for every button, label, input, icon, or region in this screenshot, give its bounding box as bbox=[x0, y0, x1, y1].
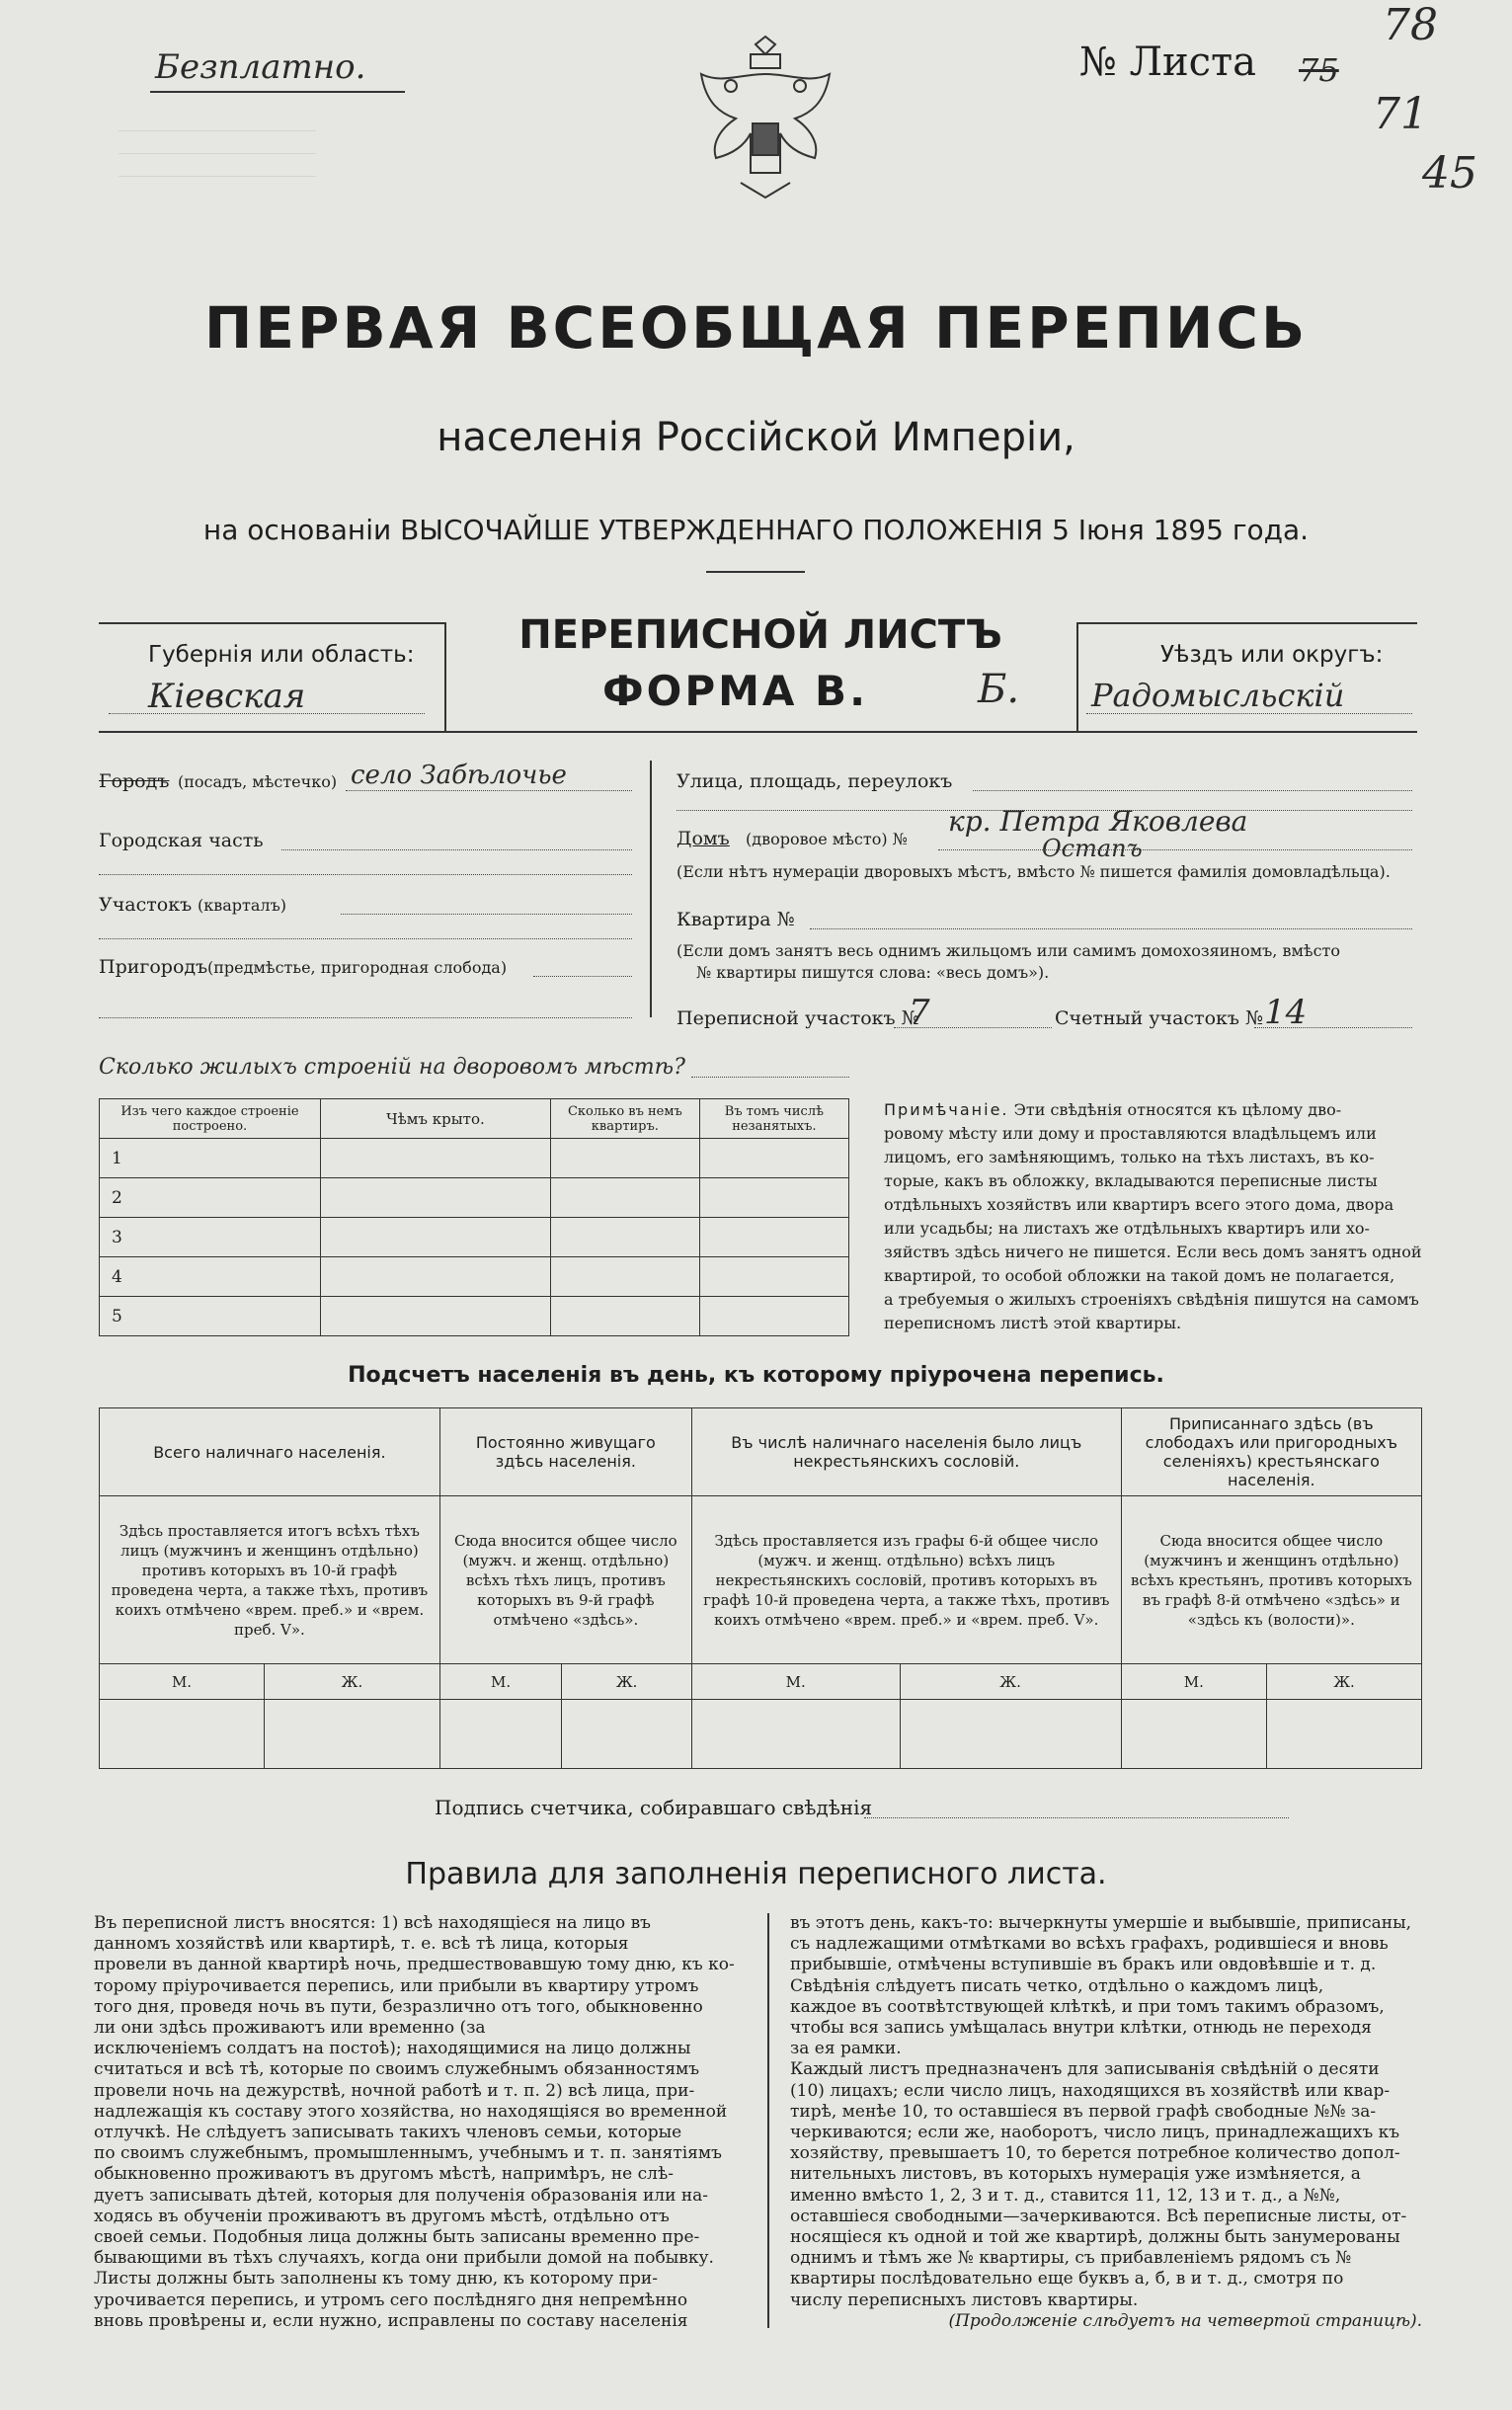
free-underline bbox=[150, 91, 405, 93]
rules-right-line: квартиры послѣдовательно еще буквъ а, б, в и т. д., смотря по bbox=[790, 2269, 1344, 2290]
rules-right-line: именно вмѣсто 1, 2, 3 и т. д., ставится 11, 12, 13 и т. д., а №№, bbox=[790, 2185, 1341, 2206]
title-main: ПЕРВАЯ ВСЕОБЩАЯ ПЕРЕПИСЬ bbox=[203, 294, 1309, 362]
uezd-field-line bbox=[1086, 713, 1412, 714]
buildings-cell[interactable] bbox=[320, 1297, 550, 1336]
sheet-no-hand-3: 45 bbox=[1422, 148, 1477, 199]
house-value-1[interactable]: кр. Петра Яковлева bbox=[948, 805, 1248, 838]
population-f-label: Ж. bbox=[562, 1664, 692, 1700]
apt-label: Квартира № bbox=[676, 909, 795, 930]
street-label: Улица, площадь, переулокъ bbox=[676, 770, 953, 792]
buildings-cell[interactable] bbox=[320, 1139, 550, 1178]
sheet-no-label: № Листа bbox=[1079, 40, 1256, 85]
suburb-label: Пригородъ bbox=[99, 956, 208, 978]
buildings-cell[interactable] bbox=[320, 1257, 550, 1297]
uezd-label: Уѣздъ или округъ: bbox=[1160, 642, 1384, 668]
district-line bbox=[281, 849, 632, 850]
population-f-label: Ж. bbox=[265, 1664, 440, 1700]
rules-right-line: чтобы вся запись умѣщалась внутри клѣтки, отнюдь не переходя bbox=[790, 2018, 1372, 2039]
buildings-cell[interactable] bbox=[699, 1297, 848, 1336]
gubernia-field-line bbox=[109, 713, 425, 714]
rules-right-column bbox=[790, 1913, 1422, 2332]
buildings-cell[interactable] bbox=[550, 1257, 699, 1297]
rules-left-line: провели ночь на дежурствѣ, ночной работѣ и т. п. 2) всѣ лица, при- bbox=[94, 2080, 695, 2101]
uezd-value[interactable]: Радомысльскій bbox=[1091, 677, 1345, 714]
rules-left-line: вновь провѣрены и, если нужно, исправлены по составу населенія bbox=[94, 2310, 688, 2331]
rules-left-line: урочивается перепись, и утромъ сего послѣдняго дня непремѣнно bbox=[94, 2290, 688, 2310]
population-cell[interactable] bbox=[439, 1700, 562, 1769]
district-line-2 bbox=[99, 874, 632, 875]
sheet-no-hand-2: 71 bbox=[1373, 89, 1428, 139]
coat-of-arms-icon bbox=[681, 35, 849, 212]
rules-right-line: оставшіеся свободными—зачеркиваются. Всѣ переписные листы, от- bbox=[790, 2206, 1407, 2226]
buildings-table bbox=[99, 1098, 849, 1336]
buildings-cell[interactable] bbox=[699, 1178, 848, 1218]
rules-right-line: каждое въ соотвѣтствующей клѣткѣ, и при томъ такимъ образомъ, bbox=[790, 1996, 1385, 2017]
form-head-bottom bbox=[99, 731, 1417, 733]
note-line: торые, какъ въ обложку, вкладываются переписные листы bbox=[884, 1171, 1378, 1190]
rules-right-line: Каждый листъ предназначенъ для записыванія свѣдѣній о десяти bbox=[790, 2059, 1380, 2080]
rules-continued: (Продолженіе слѣдуетъ на четвертой страницѣ). bbox=[948, 2310, 1422, 2331]
city-line bbox=[346, 790, 632, 791]
precinct-line-2 bbox=[99, 938, 632, 939]
rules-left-line: того дня, проведя ночь въ пути, безразлично отъ того, обыкновенно bbox=[94, 1996, 703, 2017]
population-m-label: М. bbox=[100, 1664, 265, 1700]
rules-right-line: черкиваются; если же, наоборотъ, число лицъ, принадлежащихъ къ bbox=[790, 2123, 1400, 2143]
buildings-cell[interactable] bbox=[550, 1178, 699, 1218]
rules-right-line: въ этотъ день, какъ-то: вычеркнуты умершіе и выбывшіе, приписаны, bbox=[790, 1913, 1412, 1933]
apt-note-1: (Если домъ занятъ весь однимъ жильцомъ или самимъ домохозяиномъ, вмѣсто bbox=[676, 941, 1341, 960]
suburb-line bbox=[533, 976, 632, 977]
precinct-sub: (кварталъ) bbox=[198, 896, 287, 915]
buildings-answer-line bbox=[691, 1077, 849, 1078]
street-line bbox=[973, 790, 1412, 791]
buildings-cell[interactable] bbox=[320, 1178, 550, 1218]
apt-line bbox=[810, 928, 1412, 929]
population-m-label: М. bbox=[1121, 1664, 1266, 1700]
note-line: а требуемыя о жилыхъ строеніяхъ свѣдѣнія пишутся на самомъ bbox=[884, 1290, 1419, 1309]
form-head-left-top bbox=[99, 622, 444, 624]
buildings-row-num: 4 bbox=[100, 1257, 321, 1297]
buildings-cell[interactable] bbox=[550, 1139, 699, 1178]
district-label: Городская часть bbox=[99, 830, 264, 851]
rules-right-line: прибывшіе, отмѣчены вступившіе въ бракъ или овдовѣвшіе и т. д. bbox=[790, 1955, 1377, 1975]
note-line: ровому мѣсту или дому и проставляются владѣльцемъ или bbox=[884, 1124, 1377, 1143]
city-sub: (посадъ, мѣстечко) bbox=[178, 772, 338, 791]
city-value[interactable]: село Забѣлочье bbox=[351, 761, 567, 790]
population-head-nonpeasant: Въ числѣ наличнаго населенія было лицъ некрестьянскихъ сословій. bbox=[691, 1408, 1121, 1496]
form-head-right-top bbox=[1076, 622, 1417, 624]
count-area-label: Счетный участокъ № bbox=[1055, 1007, 1263, 1029]
signature-label: Подпись счетчика, собиравшаго свѣдѣнія bbox=[435, 1796, 873, 1819]
bleed-through-block bbox=[119, 109, 316, 286]
rules-right-line: носящіеся къ одной и той же квартирѣ, должны быть занумерованы bbox=[790, 2227, 1400, 2248]
population-cell[interactable] bbox=[100, 1700, 265, 1769]
gubernia-label: Губернія или область: bbox=[148, 642, 415, 668]
house-label: Домъ bbox=[676, 828, 730, 849]
sheet-title: ПЕРЕПИСНОЙ ЛИСТЪ bbox=[518, 612, 1002, 658]
rules-left-line: ходясь въ обученіи проживаютъ въ другомъ мѣстѣ, отдѣльно отъ bbox=[94, 2206, 670, 2226]
population-cell[interactable] bbox=[1267, 1700, 1422, 1769]
buildings-row-num: 1 bbox=[100, 1139, 321, 1178]
rules-left-line: по своимъ служебнымъ, промышленнымъ, учебнымъ и т. п. занятіямъ bbox=[94, 2143, 722, 2164]
population-head-total: Всего наличнаго населенія. bbox=[100, 1408, 440, 1496]
buildings-row-num: 2 bbox=[100, 1178, 321, 1218]
gubernia-value[interactable]: Кіевская bbox=[148, 677, 306, 716]
signature-line[interactable] bbox=[864, 1817, 1289, 1818]
apt-note-2: № квартиры пишутся слова: «весь домъ»). bbox=[696, 963, 1050, 982]
count-area-value[interactable]: 14 bbox=[1264, 993, 1308, 1032]
rules-left-line: считаться и всѣ тѣ, которые по своимъ служебнымъ обязанностямъ bbox=[94, 2059, 700, 2080]
buildings-head-vacant: Въ томъ числѣ незанятыхъ. bbox=[699, 1099, 848, 1139]
rules-left-column bbox=[94, 1913, 736, 2332]
form-head-right-divider bbox=[1076, 622, 1078, 731]
buildings-cell[interactable] bbox=[699, 1139, 848, 1178]
rules-right-line: Свѣдѣнія слѣдуетъ писать четко, отдѣльно о каждомъ лицѣ, bbox=[790, 1975, 1324, 1996]
rules-right-line: однимъ и тѣмъ же № квартиры, съ прибавленіемъ рядомъ съ № bbox=[790, 2248, 1352, 2269]
form-hand-mark: Б. bbox=[978, 667, 1020, 712]
sheet-no-hand-1: 78 bbox=[1383, 0, 1438, 50]
population-m-label: М. bbox=[691, 1664, 900, 1700]
population-cell[interactable] bbox=[562, 1700, 692, 1769]
rules-left-line: надлежащія къ составу этого хозяйства, но находящіяся во временной bbox=[94, 2101, 728, 2122]
note-line: или усадьбы; на листахъ же отдѣльныхъ квартиръ или хо- bbox=[884, 1219, 1370, 1238]
buildings-head-apts: Сколько въ немъ квартиръ. bbox=[550, 1099, 699, 1139]
buildings-row-num: 3 bbox=[100, 1218, 321, 1257]
house-sub: (дворовое мѣсто) № bbox=[746, 830, 908, 848]
buildings-cell[interactable] bbox=[550, 1297, 699, 1336]
note-line: лицомъ, его замѣняющимъ, только на тѣхъ листахъ, въ ко- bbox=[884, 1148, 1375, 1166]
population-cell[interactable] bbox=[265, 1700, 440, 1769]
rules-right-line: (10) лицахъ; если число лицъ, находящихся въ хозяйствѣ или квар- bbox=[790, 2080, 1391, 2101]
note-line: Эти свѣдѣнія относятся къ цѣлому дво- bbox=[1013, 1100, 1342, 1119]
rules-left-line: провели въ данной квартирѣ ночь, предшествовавшую тому дню, къ ко- bbox=[94, 1955, 735, 1975]
note-block bbox=[884, 1098, 1427, 1335]
buildings-question: Сколько жилыхъ строеній на дворовомъ мѣстѣ? bbox=[99, 1055, 685, 1080]
title-divider bbox=[706, 571, 805, 573]
population-desc-nonpeasant: Здѣсь проставляется изъ графы 6-й общее число (мужч. и женщ. отдѣльно) всѣхъ лицъ некрестьянскихъ сословій, противъ которыхъ въ графѣ 10-й проведена черта, а также тѣхъ, противъ коихъ отмѣчено «врем. преб.» и «врем. преб. V». bbox=[691, 1496, 1121, 1664]
population-cell[interactable] bbox=[900, 1700, 1121, 1769]
note-line: квартирой, то особой обложки на такой домъ не полагается, bbox=[884, 1266, 1395, 1285]
rules-right-line: съ надлежащими отмѣтками во всѣхъ графахъ, родившіеся и вновь bbox=[790, 1934, 1389, 1955]
suburb-sub: (предмѣстье, пригородная слобода) bbox=[207, 958, 508, 977]
rules-left-line: данномъ хозяйствѣ или квартирѣ, т. е. всѣ тѣ лица, которыя bbox=[94, 1934, 629, 1955]
census-area-value[interactable]: 7 bbox=[909, 993, 930, 1032]
rules-left-line: исключеніемъ солдатъ на постоѣ); находящимися на лицо должны bbox=[94, 2039, 691, 2059]
population-f-label: Ж. bbox=[900, 1664, 1121, 1700]
census-area-line bbox=[894, 1027, 1052, 1028]
precinct-line bbox=[341, 914, 632, 915]
rules-left-line: торому пріурочивается перепись, или прибыли въ квартиру утромъ bbox=[94, 1975, 699, 1996]
form-label: ФОРМА В. bbox=[602, 667, 869, 715]
buildings-cell[interactable] bbox=[320, 1218, 550, 1257]
population-desc-total: Здѣсь проставляется итогъ всѣхъ тѣхъ лицъ (мужчинъ и женщинъ отдѣльно) противъ которыхъ въ 10-й графѣ проведена черта, а также тѣхъ, противъ коихъ отмѣчено «врем. преб.» и «врем. преб. V». bbox=[100, 1496, 440, 1664]
rules-right-line: тирѣ, менѣе 10, то оставшіеся въ первой графѣ свободные №№ за- bbox=[790, 2101, 1377, 2122]
population-title: Подсчетъ населенія въ день, къ которому пріурочена перепись. bbox=[348, 1363, 1164, 1388]
buildings-cell[interactable] bbox=[699, 1257, 848, 1297]
precinct-label: Участокъ bbox=[99, 894, 193, 916]
house-value-2[interactable]: Остапъ bbox=[1042, 835, 1143, 862]
free-label: Безплатно. bbox=[155, 47, 366, 87]
rules-right-line: числу переписныхъ листовъ квартиры. bbox=[790, 2290, 1139, 2310]
rules-left-line: обыкновенно проживаютъ въ другомъ мѣстѣ, напримѣръ, не слѣ- bbox=[94, 2164, 674, 2185]
population-head-permanent: Постоянно живущаго здѣсь населенія. bbox=[439, 1408, 691, 1496]
sheet-no-crossed: 75 bbox=[1299, 51, 1339, 89]
rules-left-line: своей семьи. Подобныя лица должны быть записаны временно пре- bbox=[94, 2227, 700, 2248]
population-cell[interactable] bbox=[1121, 1700, 1266, 1769]
buildings-head-roof: Чѣмъ крыто. bbox=[320, 1099, 550, 1139]
population-head-peasant: Приписаннаго здѣсь (въ слободахъ или пригородныхъ селеніяхъ) крестьянскаго населенія. bbox=[1121, 1408, 1421, 1496]
rules-right-line: хозяйству, превышаетъ 10, то берется потребное количество допол- bbox=[790, 2143, 1400, 2164]
population-cell[interactable] bbox=[691, 1700, 900, 1769]
note-line: отдѣльныхъ хозяйствъ или квартиръ всего этого дома, двора bbox=[884, 1195, 1394, 1214]
population-desc-permanent: Сюда вносится общее число (мужч. и женщ. отдѣльно) всѣхъ тѣхъ лицъ, противъ которыхъ въ 9-й графѣ отмѣчено «здѣсь». bbox=[439, 1496, 691, 1664]
note-title: Примѣчаніе. bbox=[884, 1100, 1009, 1119]
rules-left-line: отлучкѣ. Не слѣдуетъ записывать такихъ членовъ семьи, которые bbox=[94, 2123, 682, 2143]
address-divider bbox=[650, 761, 652, 1017]
house-line bbox=[938, 849, 1412, 850]
population-desc-peasant: Сюда вносится общее число (мужчинъ и женщинъ отдѣльно) всѣхъ крестьянъ, противъ которыхъ въ графѣ 8-й отмѣчено «здѣсь» и «здѣсь къ (волости)». bbox=[1121, 1496, 1421, 1664]
city-label: Городъ bbox=[99, 770, 170, 792]
population-table bbox=[99, 1407, 1422, 1769]
buildings-cell[interactable] bbox=[699, 1218, 848, 1257]
rules-right-line: нительныхъ листовъ, въ которыхъ нумерація уже измѣняется, а bbox=[790, 2164, 1361, 2185]
buildings-row-num: 5 bbox=[100, 1297, 321, 1336]
house-note: (Если нѣтъ нумераціи дворовыхъ мѣстъ, вмѣсто № пишется фамилія домовладѣльца). bbox=[676, 862, 1391, 881]
count-area-line bbox=[1254, 1027, 1412, 1028]
rules-left-line: Въ переписной листъ вносятся: 1) всѣ находящіеся на лицо въ bbox=[94, 1913, 651, 1933]
rules-left-line: ли они здѣсь проживаютъ или временно (за bbox=[94, 2018, 486, 2039]
rules-left-line: бывающими въ тѣхъ случаяхъ, когда они прибыли домой на побывку. bbox=[94, 2248, 714, 2269]
buildings-cell[interactable] bbox=[550, 1218, 699, 1257]
title-sub: населенія Россійской Имперіи, bbox=[437, 415, 1075, 460]
title-basis: на основаніи ВЫСОЧАЙШЕ УТВЕРЖДЕННАГО ПОЛОЖЕНІЯ 5 Іюня 1895 года. bbox=[202, 514, 1310, 546]
rules-column-divider bbox=[767, 1913, 769, 2328]
note-line: зяйствъ здѣсь ничего не пишется. Если весь домъ занятъ одной bbox=[884, 1243, 1422, 1261]
note-line: переписномъ листѣ этой квартиры. bbox=[884, 1314, 1182, 1332]
rules-right-line: за ея рамки. bbox=[790, 2039, 902, 2059]
population-m-label: М. bbox=[439, 1664, 562, 1700]
census-area-label: Переписной участокъ № bbox=[676, 1007, 919, 1029]
rules-left-line: дуетъ записывать дѣтей, которыя для полученія образованія или на- bbox=[94, 2185, 709, 2206]
rules-left-line: Листы должны быть заполнены къ тому дню, къ которому при- bbox=[94, 2269, 658, 2290]
buildings-head-material: Изъ чего каждое строеніе построено. bbox=[100, 1099, 321, 1139]
rules-title: Правила для заполненія переписного листа. bbox=[405, 1857, 1107, 1891]
suburb-line-2 bbox=[99, 1017, 632, 1018]
population-f-label: Ж. bbox=[1267, 1664, 1422, 1700]
